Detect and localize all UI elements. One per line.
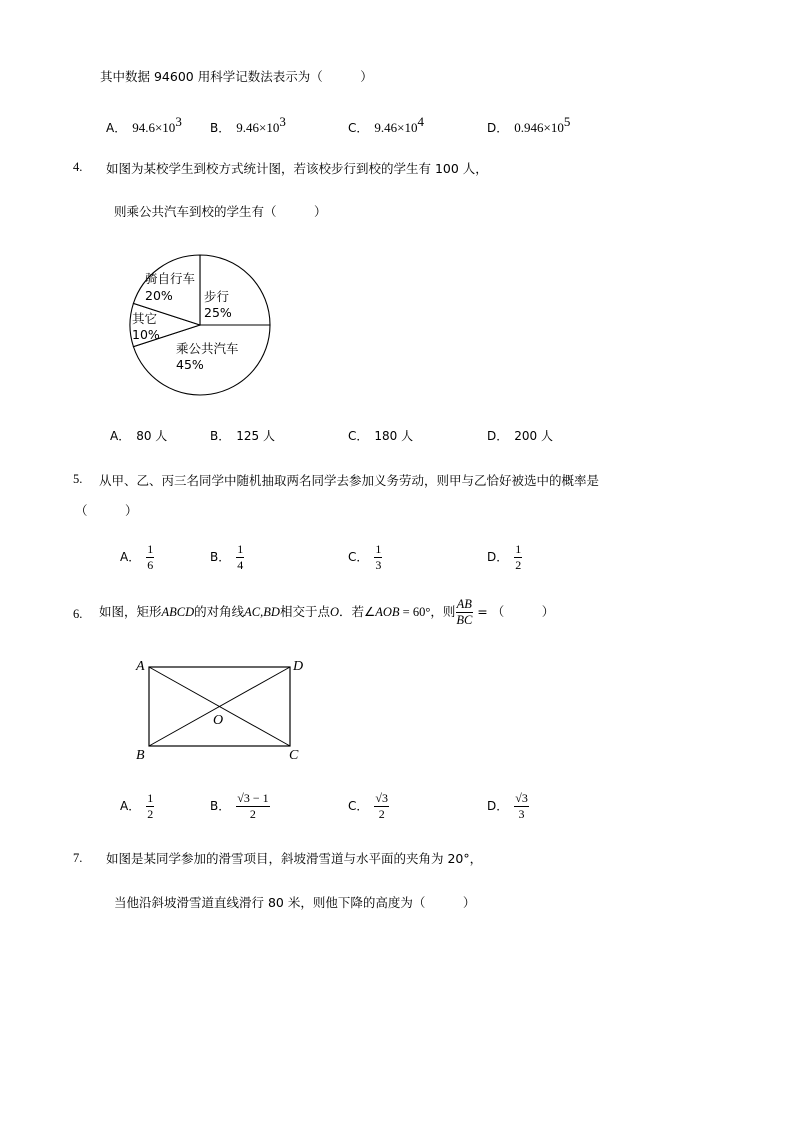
vertex-c-label: C xyxy=(289,748,299,763)
option-label: C． xyxy=(348,549,369,564)
q6-angle: AOB xyxy=(375,605,400,620)
pie-label-qita: 其它 xyxy=(132,311,158,326)
q5-number: 5. xyxy=(73,472,83,486)
q6-option-c[interactable] xyxy=(348,792,389,820)
fraction-denominator: 2 xyxy=(515,557,522,572)
option-mantissa: 9.46×10 xyxy=(374,120,418,135)
q6-point-o: O xyxy=(329,605,339,620)
pie-pct-qixing: 20% xyxy=(145,288,173,303)
option-fraction xyxy=(236,792,269,820)
fraction-numerator: √3 xyxy=(515,791,528,805)
option-label: D． xyxy=(487,549,509,564)
q3-stem: 其中数据 94600 用科学记数法表示为（ ） xyxy=(100,69,373,84)
q3-option-a[interactable] xyxy=(106,114,182,136)
q6-text-6: = （ ） xyxy=(473,604,555,620)
q5-option-d[interactable] xyxy=(487,543,522,571)
fraction-denominator: 2 xyxy=(249,806,256,821)
option-label: B． xyxy=(210,798,231,813)
q4-number: 4. xyxy=(73,160,83,174)
q4-line1: 如图为某校学生到校方式统计图，若该校步行到校的学生有 100 人， xyxy=(106,161,488,176)
option-mantissa: 94.6×10 xyxy=(132,120,176,135)
fraction-denominator: 3 xyxy=(518,806,525,821)
vertex-d-label: D xyxy=(293,659,304,674)
q6-ratio-fraction xyxy=(455,598,473,627)
fraction-denominator: BC xyxy=(456,613,473,628)
option-mantissa: 0.946×10 xyxy=(514,120,564,135)
option-mantissa: 9.46×10 xyxy=(236,120,280,135)
fraction-numerator: √3 − 1 xyxy=(237,791,269,805)
option-label: B． xyxy=(210,121,231,135)
vertex-a-label: A xyxy=(136,659,145,674)
q3-option-d[interactable] xyxy=(487,114,570,136)
option-label: B． xyxy=(210,429,231,443)
q5-line1: 从甲、乙、丙三名同学中随机抽取两名同学去参加义务劳动，则甲与乙恰好被选中的概率是 xyxy=(99,473,600,488)
option-fraction xyxy=(374,792,389,820)
option-label: A． xyxy=(106,121,127,135)
option-text: 200 人 xyxy=(514,429,553,443)
q6-number: 6. xyxy=(73,607,83,621)
q4-option-c[interactable] xyxy=(348,427,413,444)
pie-chart xyxy=(125,250,275,400)
q4-option-d[interactable] xyxy=(487,427,553,444)
q7-line1: 如图是某同学参加的滑雪项目，斜坡滑雪道与水平面的夹角为 20°， xyxy=(106,851,483,866)
q4-option-b[interactable] xyxy=(210,427,275,444)
pie-label-gongjiao: 乘公共汽车 xyxy=(176,341,239,356)
vertex-b-label: B xyxy=(136,748,145,763)
fraction-denominator: 2 xyxy=(378,806,385,821)
fraction-numerator: √3 xyxy=(375,791,388,805)
fraction-numerator: 1 xyxy=(147,542,154,556)
fraction-numerator: 1 xyxy=(237,542,244,556)
q7-line2: 当他沿斜坡滑雪道直线滑行 80 米，则他下降的高度为（ ） xyxy=(114,895,476,910)
option-fraction xyxy=(374,543,382,571)
fraction-denominator: 4 xyxy=(237,557,244,572)
pie-pct-qita: 10% xyxy=(132,327,160,342)
option-label: C． xyxy=(348,798,369,813)
option-exponent: 4 xyxy=(417,114,424,129)
q4-option-a[interactable] xyxy=(110,427,167,444)
q4-line2: 则乘公共汽车到校的学生有（ ） xyxy=(114,204,327,219)
q3-option-b[interactable] xyxy=(210,114,286,136)
q5-option-c[interactable] xyxy=(348,543,382,571)
center-o-label: O xyxy=(213,713,224,728)
option-fraction xyxy=(146,792,154,820)
option-label: D． xyxy=(487,121,509,135)
fraction-denominator: 6 xyxy=(147,557,154,572)
pie-pct-gongjiao: 45% xyxy=(176,357,204,372)
option-label: A． xyxy=(110,429,131,443)
fraction-numerator: 1 xyxy=(515,542,522,556)
option-label: D． xyxy=(487,429,509,443)
q5-line2: （ ） xyxy=(75,503,138,518)
option-exponent: 5 xyxy=(563,114,571,129)
option-fraction xyxy=(514,792,529,820)
rectangle-figure xyxy=(130,652,315,767)
fraction-denominator: 2 xyxy=(147,806,154,821)
option-label: C． xyxy=(348,121,369,135)
q5-option-a[interactable] xyxy=(120,543,154,571)
option-exponent: 3 xyxy=(175,114,182,129)
option-label: D． xyxy=(487,798,509,813)
option-label: A． xyxy=(120,798,141,813)
q6-text-2: 的对角线 xyxy=(194,604,245,620)
option-text: 180 人 xyxy=(374,429,414,443)
option-text: 80 人 xyxy=(136,429,168,443)
q6-diagonals: AC,BD xyxy=(244,605,280,620)
fraction-numerator: 1 xyxy=(147,791,154,805)
pie-pct-buxing: 25% xyxy=(204,305,232,320)
pie-label-qixing: 骑自行车 xyxy=(145,271,196,286)
option-label: C． xyxy=(348,429,369,443)
fraction-numerator: AB xyxy=(456,598,473,613)
option-label: B． xyxy=(210,549,231,564)
q7-number: 7. xyxy=(73,851,83,865)
q6-option-a[interactable] xyxy=(120,792,154,820)
option-label: A． xyxy=(120,549,141,564)
q6-option-b[interactable] xyxy=(210,792,270,820)
q6-text-4: ．若∠ xyxy=(338,604,376,620)
fraction-numerator: 1 xyxy=(375,542,382,556)
q3-option-c[interactable] xyxy=(348,114,424,136)
q6-option-d[interactable] xyxy=(487,792,529,820)
option-text: 125 人 xyxy=(236,429,275,443)
q6-rect-name: ABCD xyxy=(161,605,195,620)
q6-stem xyxy=(99,598,554,627)
option-fraction xyxy=(236,543,244,571)
option-fraction xyxy=(146,543,154,571)
q6-text-1: 如图，矩形 xyxy=(99,604,162,620)
option-fraction xyxy=(514,543,522,571)
q5-option-b[interactable] xyxy=(210,543,244,571)
q6-text-3: 相交于点 xyxy=(279,604,330,620)
q6-text-5: = 60°，则 xyxy=(399,605,456,620)
option-exponent: 3 xyxy=(279,114,286,129)
fraction-denominator: 3 xyxy=(375,557,382,572)
pie-label-buxing: 步行 xyxy=(204,289,230,304)
